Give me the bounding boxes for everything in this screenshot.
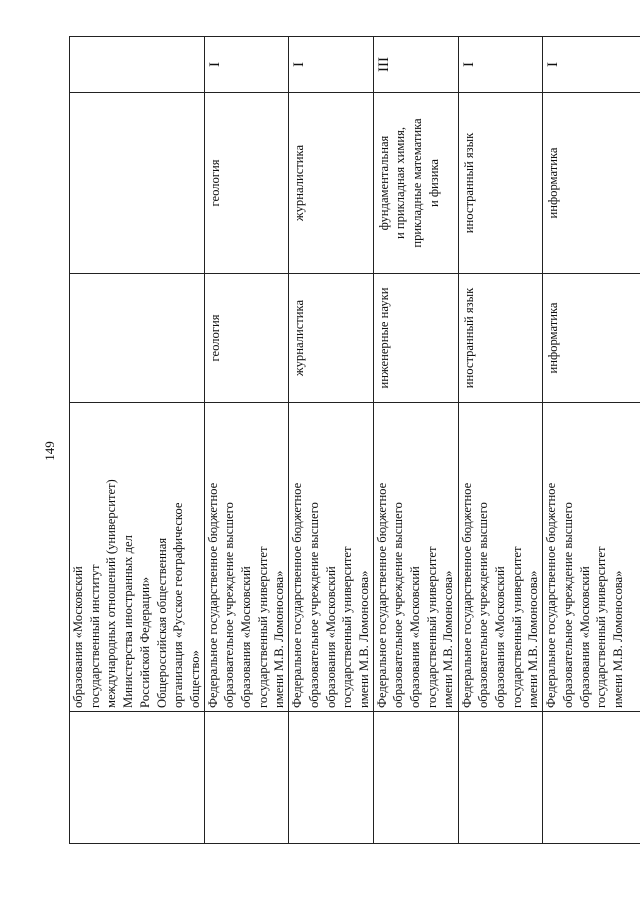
level-cell: I [458, 37, 543, 93]
organization-text: образования «Московский государственный институт международных отношений (университет) Министерства иностранных дел Российской Федерации» Общероссийская общественная организация «Русское географическое общество» [71, 479, 202, 708]
table-row [204, 37, 289, 844]
subject-area-cell: иностранный язык [458, 274, 543, 403]
organization-text: Федеральное государственное бюджетное образовательное учреждение высшего образования «Московский государственный университет имени М.В. Ломоносова» [544, 482, 625, 708]
specialty-cell [204, 93, 289, 274]
index-cell [458, 712, 543, 844]
organization-text: Федеральное государственное бюджетное образовательное учреждение высшего образования «Московский государственный университет имени М.В. Ломоносова» [290, 482, 371, 708]
organization-text: Федеральное государственное бюджетное образовательное учреждение высшего образования «Московский государственный университет имени М.В. Ломоносова» [374, 482, 456, 708]
specialty-cell [289, 93, 374, 274]
level-cell: I [204, 37, 289, 93]
index-cell [70, 712, 205, 844]
table-row [543, 37, 640, 844]
specialty-text: журналистика [292, 144, 307, 222]
subject-area-cell: инженерные науки [373, 274, 458, 403]
specialty-text: иностранный язык [461, 132, 476, 234]
subject-area-cell: журналистика [289, 274, 374, 403]
table-row [458, 37, 543, 844]
organization-cell [458, 403, 543, 712]
olympiad-table [69, 36, 640, 844]
index-cell [373, 712, 458, 844]
table-row [289, 37, 374, 844]
index-cell [289, 712, 374, 844]
specialty-text: информатика [546, 147, 561, 219]
subject-area-cell: геология [204, 274, 289, 403]
table-row [70, 37, 205, 844]
organization-cell [70, 403, 205, 712]
specialty-text: геология [207, 159, 222, 207]
organization-text: Федеральное государственное бюджетное образовательное учреждение высшего образования «Московский государственный университет имени М.В. Ломоносова» [459, 482, 541, 708]
level-cell: III [373, 37, 458, 93]
organization-cell [543, 403, 640, 712]
level-cell: I [289, 37, 374, 93]
subject-area-cell [70, 274, 205, 403]
organization-text: Федеральное государственное бюджетное образовательное учреждение высшего образования «Московский государственный университет имени М.В. Ломоносова» [205, 482, 287, 708]
level-cell [70, 37, 205, 93]
specialty-cell [458, 93, 543, 274]
organization-cell [289, 403, 374, 712]
index-cell [204, 712, 289, 844]
specialty-cell [373, 93, 458, 274]
level-cell: I [543, 37, 640, 93]
subject-area-cell: информатика [543, 274, 640, 403]
organization-cell [373, 403, 458, 712]
specialty-text: фундаментальная и прикладная химия, прикладные математика и физика [376, 118, 441, 248]
organization-cell [204, 403, 289, 712]
rotated-table-container [69, 36, 625, 844]
specialty-cell [543, 93, 640, 274]
page-number: 149 [42, 441, 57, 461]
specialty-cell [70, 93, 205, 274]
index-cell [543, 712, 640, 844]
table-row [373, 37, 458, 844]
